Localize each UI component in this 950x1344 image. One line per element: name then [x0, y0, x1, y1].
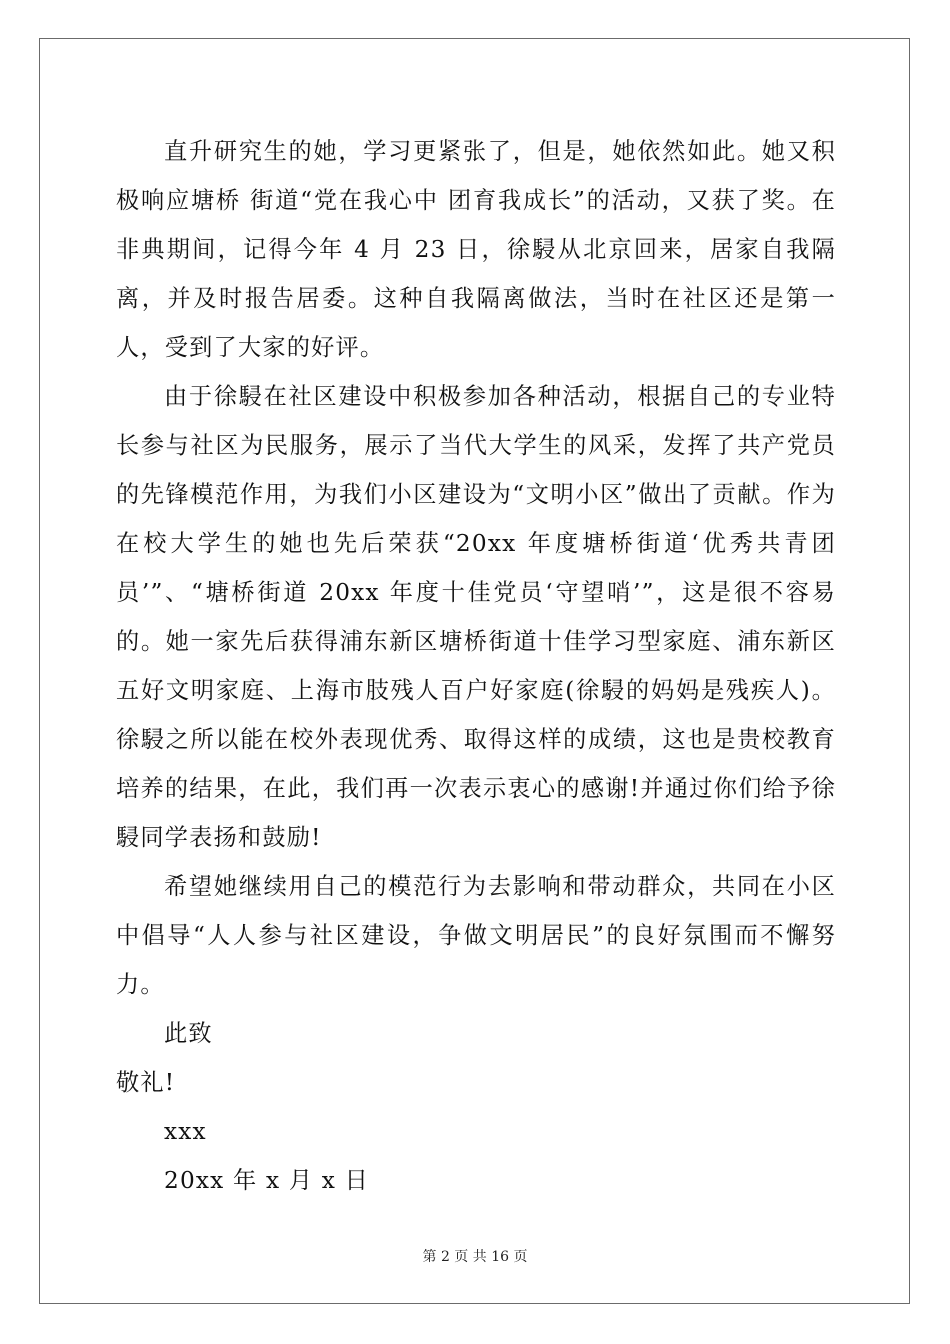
body-paragraph-3: 希望她继续用自己的模范行为去影响和带动群众，共同在小区中倡导“人人参与社区建设，争做文明居民”的良好氛围而不懈努力。 — [116, 873, 836, 998]
page-number: 第 2 页 共 16 页 — [422, 1249, 528, 1265]
signature-date: 20xx 年 x 月 x 日 — [164, 1167, 370, 1194]
body-paragraph-1: 直升研究生的她，学习更紧张了，但是，她依然如此。她又积极响应塘桥 街道“党在我心中 团育我成长”的活动，又获了奖。在非典期间，记得今年 4 月 23 日，徐駸从北京回来，居家自我隔离，并及时报告居委。这种自我隔离做法，当时在社区还是第一人，受到了大家的好评。 — [116, 138, 836, 361]
closing-greeting: 此致 — [164, 1020, 213, 1047]
signature: xxx — [164, 1118, 207, 1145]
document-body — [116, 127, 836, 1205]
salutation: 敬礼! — [116, 1069, 176, 1096]
body-paragraph-2: 由于徐駸在社区建设中积极参加各种活动，根据自己的专业特长参与社区为民服务，展示了当代大学生的风采，发挥了共产党员的先锋模范作用，为我们小区建设为“文明小区”做出了贡献。作为在校大学生的她也先后荣获“20xx 年度塘桥街道‘优秀共青团员’”、“塘桥街道 20xx 年度十佳党员‘守望哨’”，这是很不容易的。她一家先后获得浦东新区塘桥街道十佳学习型家庭、浦东新区五好文明家庭、上海市肢残人百户好家庭(徐駸的妈妈是残疾人)。徐駸之所以能在校外表现优秀、取得这样的成绩，这也是贵校教育培养的结果，在此，我们再一次表示衷心的感谢!并通过你们给予徐駸同学表扬和鼓励! — [116, 383, 836, 851]
